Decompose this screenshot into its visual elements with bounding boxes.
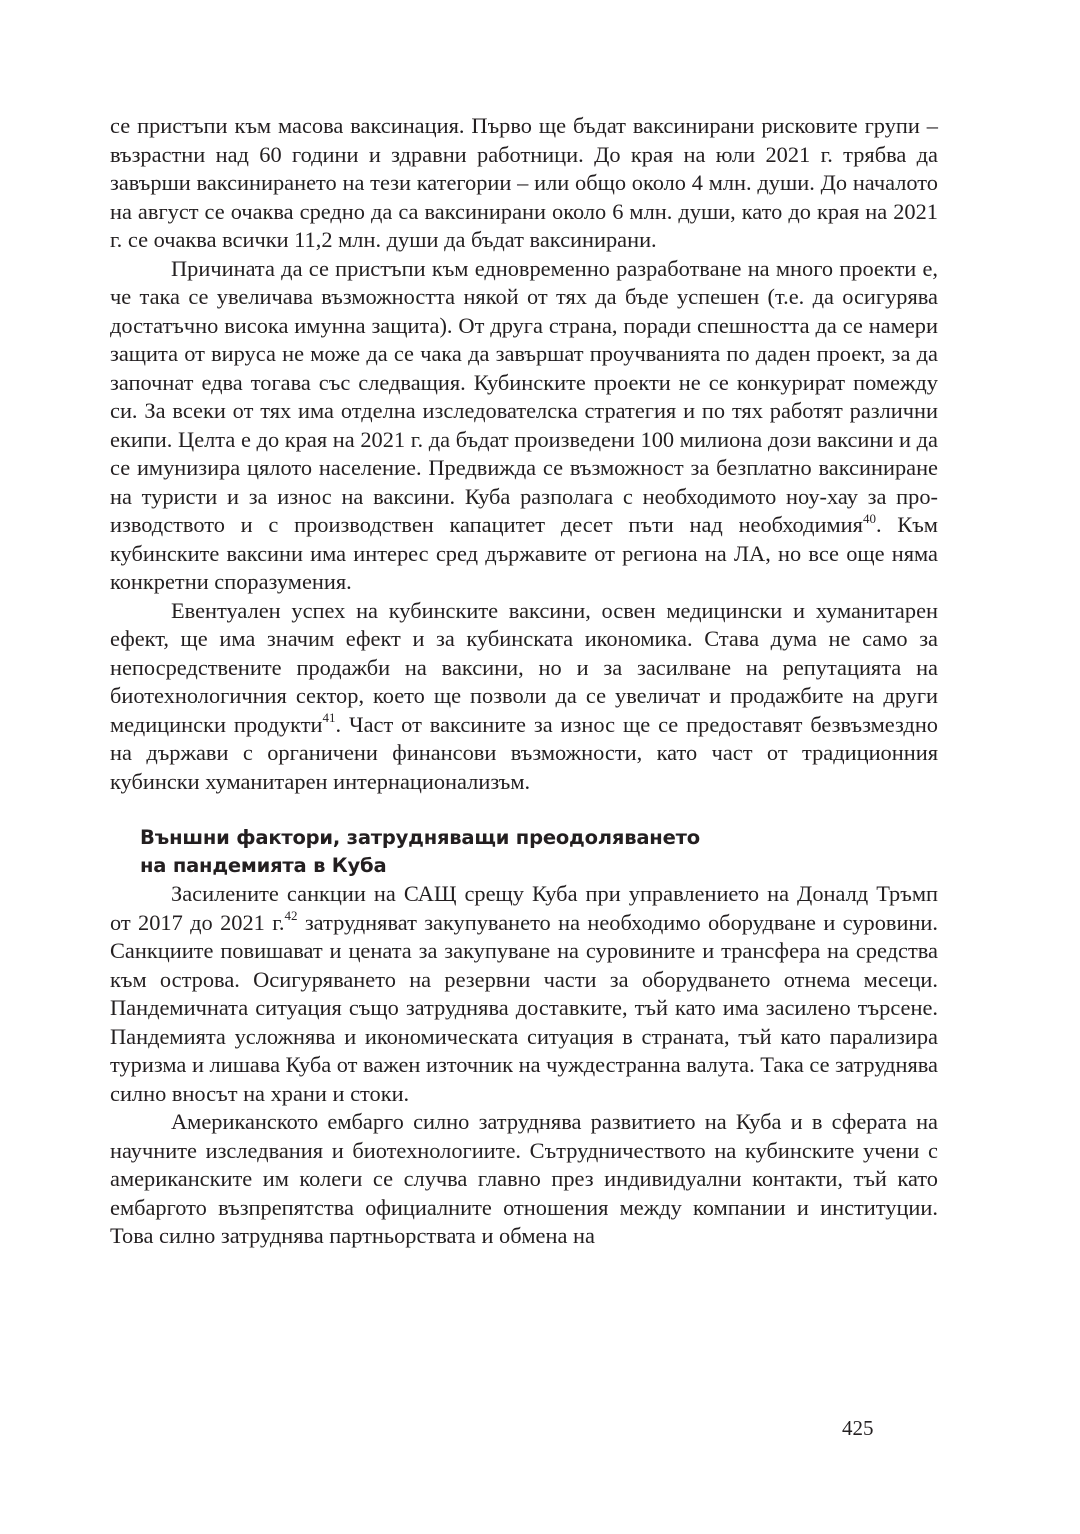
section-heading [140,824,938,880]
paragraph-economic-effect-text-2: . Част от ваксините за износ ще се предоставят безвъзмездно на държави с органичени финансови възможности, като част от традиционния кубински хуманитарен интернационализъм. [110,711,938,794]
paragraph-sanctions [110,880,938,1108]
footnote-ref-40: 40 [862,510,876,526]
footnote-ref-41: 41 [322,710,336,726]
paragraph-parallel-projects-text-1: Причината да се пристъпи към едновременно разработване на много проекти е, че така се увеличава възможността някой от тях да бъде успешен (т.е. да осигурява достатъчно висока имунна защита). От друга страна, поради спешността да се намери защита от вируса не може да се чака да завършат проучванията по даден проект, за да започнат едва тогава със следващия. Кубинските проекти не се конкурират помежду си. За всеки от тях има отделна изследователска стратегия и по тях работят различни екипи. Целта е до края на 2021 г. да бъдат произведени 100 милиона дози ваксини и да се имунизира цялото население. Предвижда се възможност за безплатно ваксиниране на туристи и за износ на ваксини. Куба разполага с необходимото ноу-хау за производството и с производствен капацитет десет пъти над необходимия [110,255,938,537]
paragraph-sanctions-text-2: затрудняват закупуването на необходимо оборудване и суровини. Санкциите повишават и цената за закупуване на суровините и трансфера на средства към острова. Осигуряването на резервни части за оборудването отнема месеци. Пандемичната ситуация също затруднява доставките, тъй като има засилено търсене. Пандемията усложнява и икономическата ситуация в страната, тъй като парализира туризма и лишава Куба от важен източник на чуждестранна валута. Така се затруднява силно вносът на храни и стоки. [110,909,939,1106]
paragraph-vaccination-plan: се пристъпи към масова ваксинация. Първо ще бъдат ваксинирани рисковите групи – възрастни над 60 години и здравни работници. До края на юли 2021 г. трябва да завърши ваксинирането на тези категории – или общо около 4 млн. души. До началото на август се очаква средно да са ваксинирани около 6 млн. души, като до края на 2021 г. се очаква всички 11,2 млн. души да бъдат ваксинирани. [110,113,938,252]
footnote-ref-42: 42 [284,908,298,924]
page-number: 425 [842,1416,874,1440]
paragraph-embargo: Американското ембарго силно затруднява развитието на Куба и в сферата на научните изследвания и биотехнологиите. Сътрудничеството на кубинските учени с американските им колеги се случва главно през индивидуални контакти, тъй като ембаргото възпрепятства официалните отношения между компании и институции. Това силно затруднява партньорствата и обмена на [110,1109,938,1248]
paragraph-economic-effect-text-1: Евентуален успех на кубинските ваксини, освен медицински и хуманитарен ефект, ще има значим ефект и за кубинската икономика. Става дума не само за непосредствените продажби на ваксини, но и за засилване на репутацията на биотехнологичния сектор, което ще позволи да се увеличат и продажбите на други медицински продукти [110,597,938,737]
paragraph-parallel-projects [110,255,938,597]
section-heading-line-2: на пандемията в Куба [140,854,387,877]
paragraph-parallel-projects-text-2: . Към кубинските ваксини има интерес сред държавите от региона на ЛА, но все още няма конкретни споразумения. [110,512,938,594]
paragraph-economic-effect [110,597,938,797]
paragraph-sanctions-text-1: Засилените санкции на САЩ срещу Куба при управлението на Доналд Тръмп от 2017 до 2021 г. [110,881,938,935]
section-heading-line-1: Външни фактори, затрудняващи преодоляването [140,826,700,849]
page-body [110,112,938,1251]
